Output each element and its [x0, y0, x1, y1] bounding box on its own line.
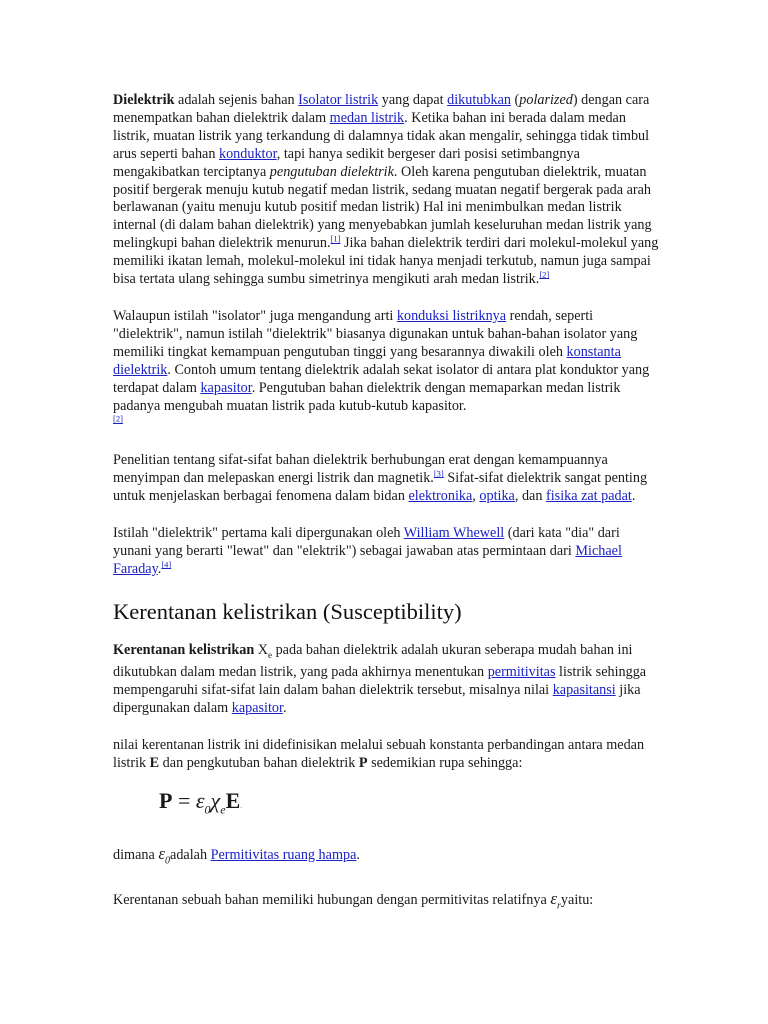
link-optika[interactable]: optika: [479, 488, 515, 505]
link-kapasitansi[interactable]: kapasitansi: [552, 682, 616, 699]
reference-4[interactable]: [4]: [161, 559, 172, 570]
link-konstanta-dielektrik[interactable]: konstanta dielektrik: [113, 343, 621, 378]
polarization-formula: $P = \varepsilon_0\chi_eE$.: [159, 788, 243, 817]
link-elektronika[interactable]: elektronika: [408, 488, 473, 505]
link-kapasitor[interactable]: kapasitor: [200, 379, 252, 396]
section-heading: Kerentanan kelistrikan (Susceptibility): [113, 598, 462, 624]
reference-1[interactable]: [1]: [330, 233, 341, 244]
link-william-whewell[interactable]: William Whewell: [403, 525, 505, 542]
symbol-E: E: [149, 755, 160, 772]
link-isolator-listrik[interactable]: Isolator listrik: [298, 92, 379, 108]
link-permitivitas[interactable]: permitivitas: [487, 664, 556, 681]
link-konduktor[interactable]: konduktor: [218, 145, 277, 162]
paragraph-penelitian: Penelitian tentang sifat-sifat bahan dielektrik berhubungan erat dengan kemampuannya menyimpan dan melepaskan energi listrik dan magnetik.[3] Sifat-sifat dielektrik sangat penting untuk menjelaskan berbagai fenomena dalam bidan elektronika, optika, dan fisika zat padat.: [113, 452, 648, 505]
epsilon-zero-symbol: $\varepsilon_0$: [158, 844, 171, 867]
paragraph-istilah: Istilah "dielektrik" pertama kali dipergunakan oleh William Whewell (dari kata "dia" dari yunani yang berarti "lewat" dan "elektrik") sebagai jawaban atas permintaan dari Michael Faraday.[4]: [113, 525, 622, 577]
term-kerentanan-kelistrikan: Kerentanan kelistrikan: [113, 641, 255, 658]
paragraph-definition: Dielektrik adalah sejenis bahan Isolator listrik yang dapat dikutubkan (polarized) dengan cara menempatkan bahan dielektrik dalam medan listrik. Ketika bahan ini berada dalam medan listrik, muatan listrik yang terkandung di dalamnya tidak akan mengalir, sehingga tidak timbul arus seperti bahan konduktor, tapi hanya sedikit bergeser dari posisi setimbangnya mengakibatkan terciptanya pengutuban dielektrik. Oleh karena pengutuban dielektrik, muatan positif bergerak menuju kutub negatif medan listrik, sedang muatan negatif bergerak pada arah berlawanan (yaitu menuju kutub positif medan listrik) Hal ini menimbulkan medan listrik internal (di dalam bahan dielektrik) yang menyebabkan jumlah keseluruhan medan listrik yang melingkupi bahan dielektrik menurun.[1] Jika bahan dielektrik terdiri dari molekul-molekul yang memiliki ikatan lemah, molekul-molekul ini tidak hanya menjadi terkutub, namun juga sampai bisa tertata ulang sehingga sumbu simetrinya mengikuti arah medan listrik.[2]: [113, 92, 659, 288]
reference-2[interactable]: [2]: [539, 269, 550, 280]
paragraph-kerentanan: Kerentanan kelistrikan $X_e$ pada bahan dielektrik adalah ukuran seberapa mudah bahan ini dikutubkan dalam medan listrik, yang pada akhirnya menentukan permitivitas listrik sehingga mempengaruhi sifat-sifat lain dalam bahan dielektrik tersebut, misalnya nilai kapasitansi jika dipergunakan dalam kapasitor.: [113, 641, 647, 717]
paragraph-permitivitas-relatif: Kerentanan sebuah bahan memiliki hubungan dengan permitivitas relatifnya $\varepsilon_ryaitu$:: [113, 888, 594, 912]
chi-symbol: $X_e$: [257, 641, 273, 660]
term-pengutuban-dielektrik: pengutuban dielektrik: [269, 163, 394, 180]
paragraph-dimana: dimana $\varepsilon_0adalah$ Permitivitas ruang hampa.: [113, 844, 360, 867]
paragraph-isolator: Walaupun istilah "isolator" juga mengandung arti konduksi listriknya rendah, seperti "dielektrik", namun istilah "dielektrik" biasanya digunakan untuk bahan-bahan isolator yang memiliki tingkat kemampuan pengutuban tinggi yang besarannya diwakili oleh konstanta dielektrik. Contoh umum tentang dielektrik adalah sekat isolator di antara plat konduktor yang terdapat dalam kapasitor. Pengutuban bahan dielektrik dengan memaparkan medan listrik padanya mengubah muatan listrik pada kutub-kutub kapasitor. [2]: [113, 307, 650, 424]
link-konduksi-listriknya[interactable]: konduksi listriknya: [396, 307, 507, 324]
symbol-P: P: [358, 755, 368, 772]
epsilon-r-symbol: $\varepsilon_r$: [550, 888, 561, 912]
term-polarized: polarized: [519, 92, 573, 108]
link-permitivitas-ruang-hampa[interactable]: Permitivitas ruang hampa: [210, 847, 357, 864]
link-dikutubkan[interactable]: dikutubkan: [447, 92, 511, 108]
term-dielektrik: Dielektrik: [113, 92, 175, 108]
link-medan-listrik[interactable]: medan listrik: [329, 109, 405, 126]
reference-3[interactable]: [3]: [433, 468, 444, 479]
article-body: [113, 92, 661, 934]
link-michael-faraday[interactable]: Michael Faraday: [113, 542, 622, 577]
link-fisika-zat-padat[interactable]: fisika zat padat: [546, 488, 632, 505]
paragraph-definisi-nilai: nilai kerentanan listrik ini didefinisikan melalui sebuah konstanta perbandingan antara medan listrik E dan pengkutuban bahan dielektrik P sedemikian rupa sehingga:: [113, 737, 645, 772]
link-kapasitor[interactable]: kapasitor: [231, 700, 283, 717]
reference-2[interactable]: [2]: [113, 413, 123, 424]
